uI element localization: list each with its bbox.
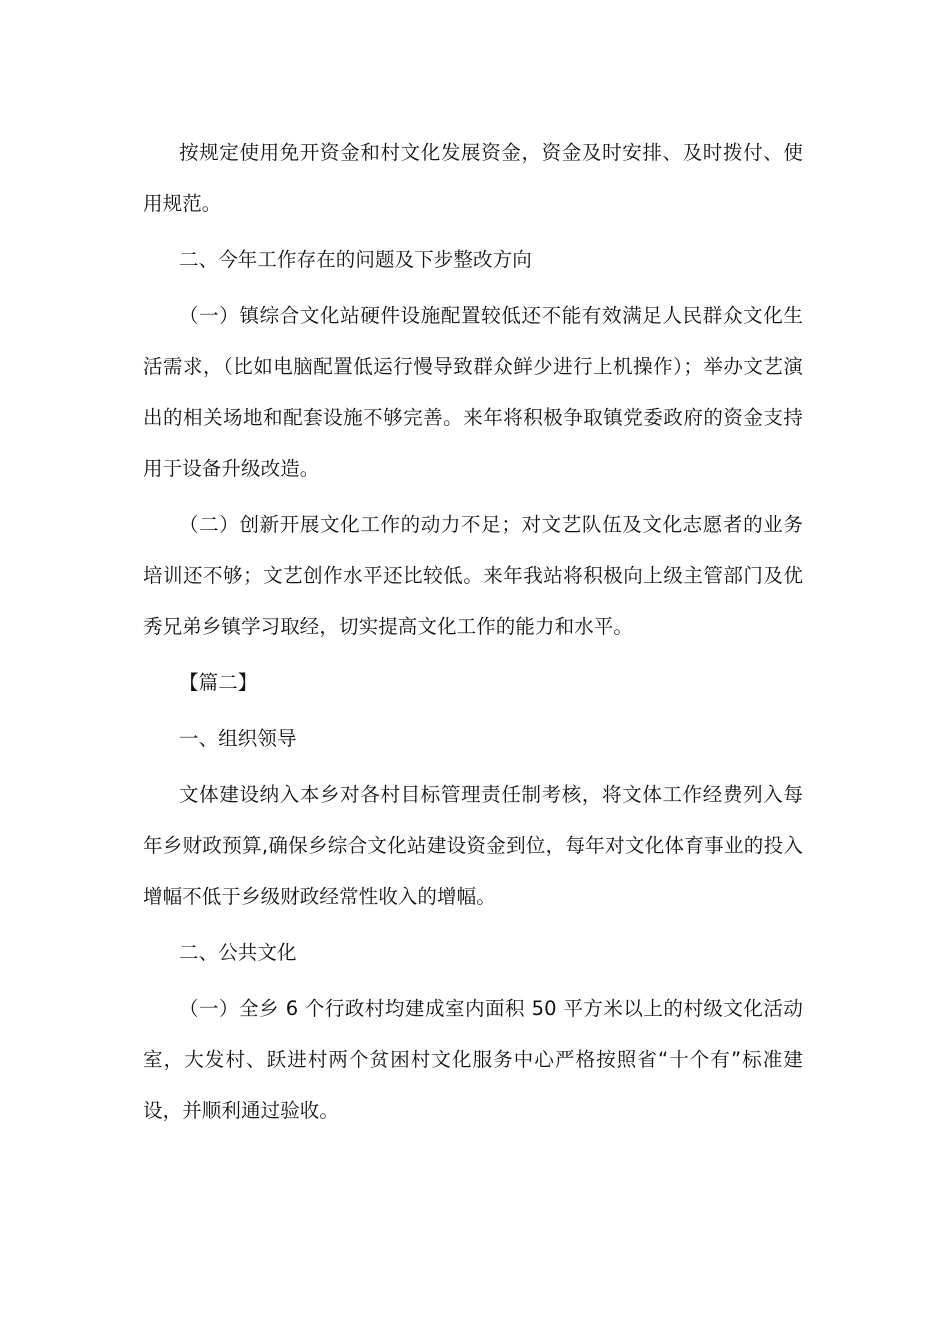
paragraph-public-culture-1: （一）全乡 6 个行政村均建成室内面积 50 平方米以上的村级文化活动室，大发村、跃进村两个贫困村文化服务中心严格按照省“十个有”标准建设，并顺利通过验收。 bbox=[143, 997, 803, 1122]
paragraph-problem-2: （二）创新开展文化工作的动力不足；对文艺队伍及文化志愿者的业务培训还不够；文艺创作水平还比较低。来年我站将积极向上级主管部门及优秀兄弟乡镇学习取经，切实提高文化工作的能力和水平。 bbox=[143, 513, 803, 638]
part-heading-two: 【篇二】 bbox=[179, 671, 258, 694]
section-heading-leadership: 一、组织领导 bbox=[179, 727, 297, 750]
paragraph-problem-1: （一）镇综合文化站硬件设施配置较低还不能有效满足人民群众文化生活需求，（比如电脑配置低运行慢导致群众鲜少进行上机操作）；举办文艺演出的相关场地和配套设施不够完善。来年将积极争取镇党委政府的资金支持用于设备升级改造。 bbox=[143, 304, 803, 480]
paragraph-funding-usage: 按规定使用免开资金和村文化发展资金，资金及时安排、及时拨付、使用规范。 bbox=[143, 141, 803, 215]
section-heading-problems: 二、今年工作存在的问题及下步整改方向 bbox=[179, 248, 532, 271]
section-heading-public-culture: 二、公共文化 bbox=[179, 941, 297, 964]
document-body bbox=[143, 127, 803, 1141]
paragraph-leadership: 文体建设纳入本乡对各村目标管理责任制考核，将文体工作经费列入每年乡财政预算,确保乡综合文化站建设资金到位，每年对文化体育事业的投入增幅不低于乡级财政经常性收入的增幅。 bbox=[143, 783, 803, 908]
